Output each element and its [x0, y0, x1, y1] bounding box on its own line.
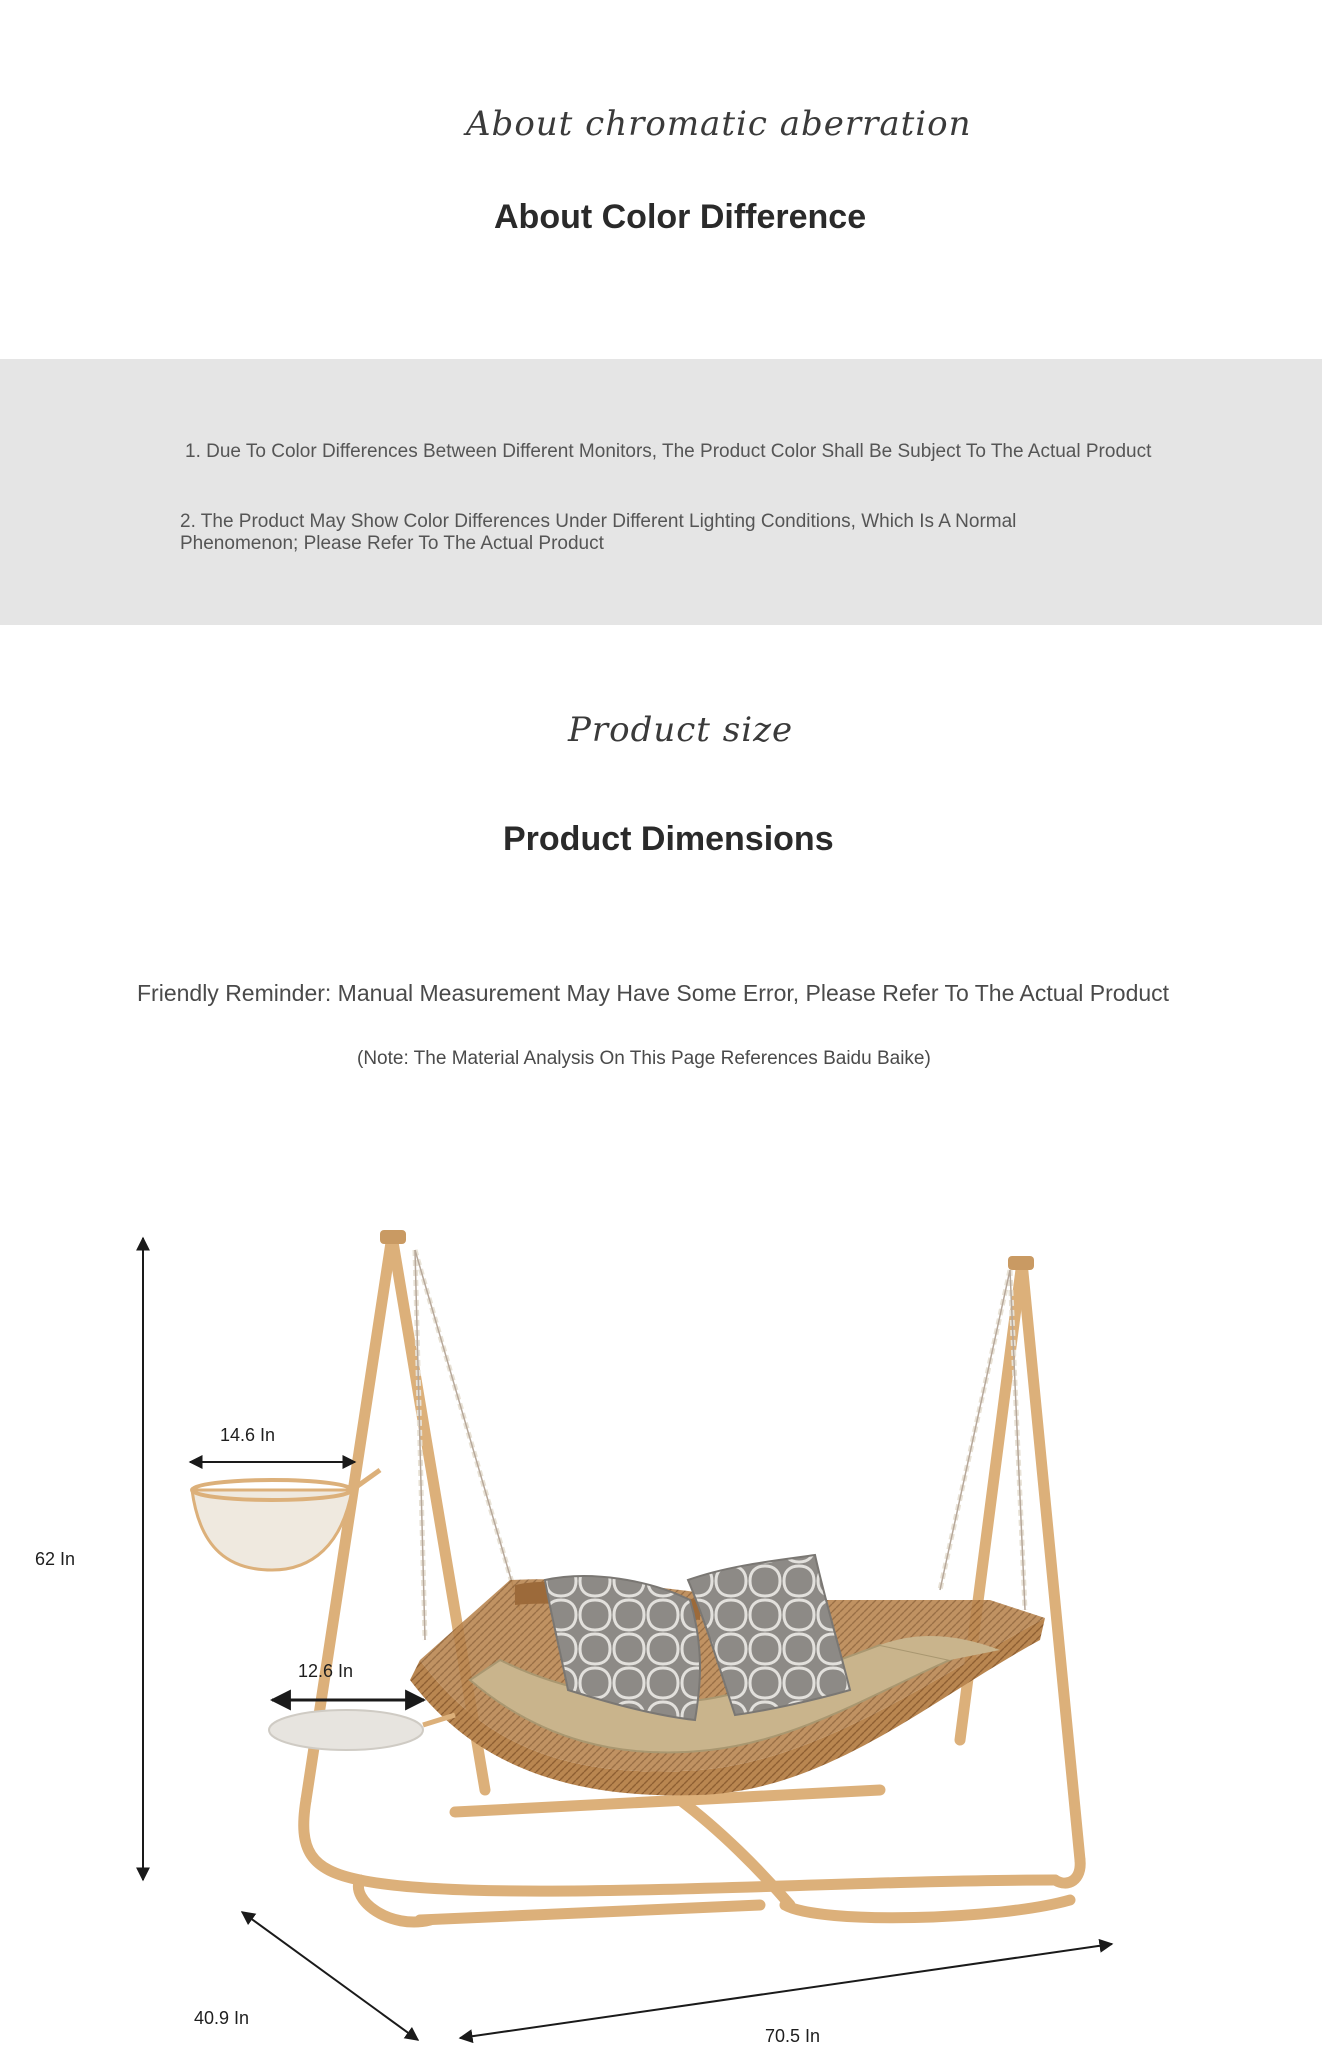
- side-tray: [269, 1710, 455, 1750]
- script-title-chromatic-aberration: About chromatic aberration: [466, 104, 972, 144]
- tray-width-label: 12.6 In: [298, 1661, 354, 1681]
- depth-label: 40.9 In: [194, 2008, 250, 2028]
- material-note: (Note: The Material Analysis On This Page References Baidu Baike): [357, 1048, 931, 1069]
- width-label: 70.5 In: [765, 2026, 821, 2046]
- measurement-reminder: Friendly Reminder: Manual Measurement May Have Some Error, Please Refer To The Actual Product: [137, 980, 1170, 1006]
- basket-width-label: 14.6 In: [220, 1425, 276, 1445]
- product-dimensions-title: Product Dimensions: [503, 820, 834, 858]
- depth-dimension-line: [242, 1912, 418, 2040]
- script-title-product-size: Product size: [568, 710, 794, 750]
- color-note-1: 1. Due To Color Differences Between Different Monitors, The Product Color Shall Be Subject To The Actual Product: [185, 441, 1152, 462]
- color-difference-title: About Color Difference: [494, 198, 867, 236]
- color-notes-band: [0, 359, 1322, 625]
- color-note-2: 2. The Product May Show Color Differences Under Different Lighting Conditions, Which Is A Normal Phenomenon; Please Refer To The Actual Product: [180, 511, 1017, 554]
- width-dimension-line: [460, 1944, 1112, 2038]
- swing-bed-illustration: [0, 1180, 1322, 2048]
- height-label: 62 In: [35, 1549, 76, 1569]
